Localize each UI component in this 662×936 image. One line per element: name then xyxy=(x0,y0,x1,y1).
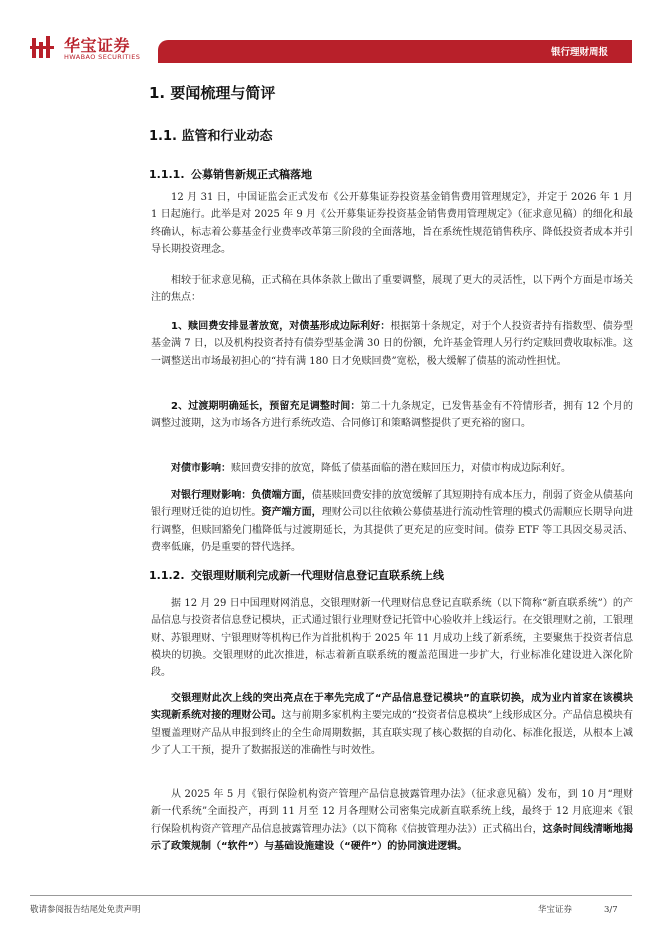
paragraph xyxy=(151,460,633,477)
paragraph xyxy=(151,487,633,556)
bold-lead: 这条时间线清晰地揭示了政策规制（“软件”）与基础设施建设（“硬件”）的协同演进逻辑。 xyxy=(151,823,634,852)
footer-divider xyxy=(30,895,632,896)
logo-text-en: HWABAO SECURITIES xyxy=(64,53,141,61)
heading-number: 1.1.1. xyxy=(149,168,185,181)
bold-lead: 交银理财此次上线的突出亮点在于率先完成了“产品信息登记模块”的直联切换，成为业内首家在该模块实现新系统对接的理财公司。 xyxy=(151,693,633,722)
footer-info xyxy=(538,903,618,915)
bold-lead: 1、赎回费安排显著放宽，对债基形成边际利好： xyxy=(171,321,391,332)
paragraph-text: 赎回费安排的放宽，降低了债基面临的潜在赎回压力，对债市构成边际利好。 xyxy=(231,463,571,474)
heading-title: 交银理财顺利完成新一代理财信息登记直联系统上线 xyxy=(191,569,444,582)
report-type-tag: 银行理财周报 xyxy=(550,47,608,58)
logo-text-cn: 华宝证券 xyxy=(64,36,131,55)
paragraph-text: 这与前期多家机构主要完成的“投资者信息模块”上线形成区分。产品信息模块有望覆盖理财产品从申报到终止的全生命周期数据，其直联实现了核心数据的自动化、标准化报送，从根本上减少了人工干预，提升了数据报送的准确性与时效性。 xyxy=(151,710,633,756)
bold-lead: 对银行理财影响：负债端方面， xyxy=(171,490,312,501)
page-header xyxy=(0,0,662,70)
paragraph-text: 根据第十条规定，对于个人投资者持有指数型、债券型基金满 7 日，以及机构投资者持有债券型基金满 30 日的份额，允许基金管理人另行约定赎回费收取标准。这一调整送出市场最初担心的“持有满 180 日才免赎回费”宽松，极大缓解了债基的流动性担忧。 xyxy=(151,321,633,367)
bold-lead: 资产端方面， xyxy=(261,507,322,519)
hwabao-logo-icon xyxy=(30,36,54,60)
heading-number: 1.1.2. xyxy=(149,569,185,582)
heading-title: 公募销售新规正式稿落地 xyxy=(191,168,312,181)
section-heading-1-1-1 xyxy=(149,166,312,182)
bold-lead: 对债市影响： xyxy=(171,463,231,474)
paragraph: 据 12 月 29 日中国理财网消息，交银理财新一代理财信息登记直联系统（以下简称“新直联系统”）的产品信息与投资者信息登记模块，正式通过银行业理财登记托管中心验收并上线运行。在交银理财之前，工银理财、苏银理财、宁银理财等机构已作为首批机构于 2025 年 11 月成功上线了新系统，主要聚焦于投资者信息模块的切换。交银理财的此次推进，标志着新直联系统的覆盖范围进一步扩大，行业标准化建设进入深化阶段。 xyxy=(151,598,633,679)
paragraph-text: 第二十九条规定，已发售基金有不符情形者，拥有 12 个月的调整过渡期，这为市场各方进行系统改造、合同修订和策略调整提供了更充裕的窗口。 xyxy=(151,401,633,430)
bold-lead: 2、过渡期明确延长，预留充足调整时间： xyxy=(171,401,361,412)
header-bar xyxy=(158,40,632,63)
paragraph xyxy=(151,786,633,855)
page-number: 3/7 xyxy=(604,905,618,915)
footer-company: 华宝证券 xyxy=(538,905,573,915)
paragraph xyxy=(151,318,633,370)
paragraph-text: 理财公司以往依赖公募债基进行流动性管理的模式仍需顺应长期导向进行调整，但赎回豁免门槛降低与过渡期延长，为其提供了更充足的应变时间。债券 ETF 等工具因交易灵活、费率低廉，仍是重要的替代选择。 xyxy=(151,507,634,553)
paragraph xyxy=(151,398,633,433)
paragraph: 相较于征求意见稿，正式稿在具体条款上做出了重要调整，展现了更大的灵活性，以下两个方面是市场关注的焦点： xyxy=(151,275,633,304)
section-heading-1-1: 1.1. 监管和行业动态 xyxy=(149,129,273,144)
footer-disclaimer: 敬请参阅报告结尾处免责声明 xyxy=(30,905,141,915)
paragraph xyxy=(151,690,633,759)
paragraph-text: 债基赎回费安排的放宽缓解了其短期持有成本压力，削弱了资金从债基向银行理财迁徙的迫切性。 xyxy=(151,490,634,519)
section-heading-1-1-2 xyxy=(149,567,444,583)
paragraph-text: 从 2025 年 5 月《银行保险机构资产管理产品信息披露管理办法》（征求意见稿）发布，到 10 月“理财新一代系统”全面投产，再到 11 月至 12 月各理财公司密集完成新直联系统上线，最终于 12 月底迎来《银行保险机构资产管理产品信息披露管理办法》（以下简称《信披管理办法》）正式稿出台， xyxy=(151,789,633,835)
section-heading-1: 1. 要闻梳理与简评 xyxy=(149,84,276,102)
paragraph: 12 月 31 日，中国证监会正式发布《公开募集证券投资基金销售费用管理规定》，并定于 2026 年 1 月 1 日起施行。此举是对 2025 年 9 月《公开募集证券投资基金销售费用管理规定》（征求意见稿）的细化和最终确认，标志着公募基金行业费率改革第三阶段的全面落地，旨在系统性规范销售秩序、降低投资者成本并引导长期投资理念。 xyxy=(151,192,633,255)
